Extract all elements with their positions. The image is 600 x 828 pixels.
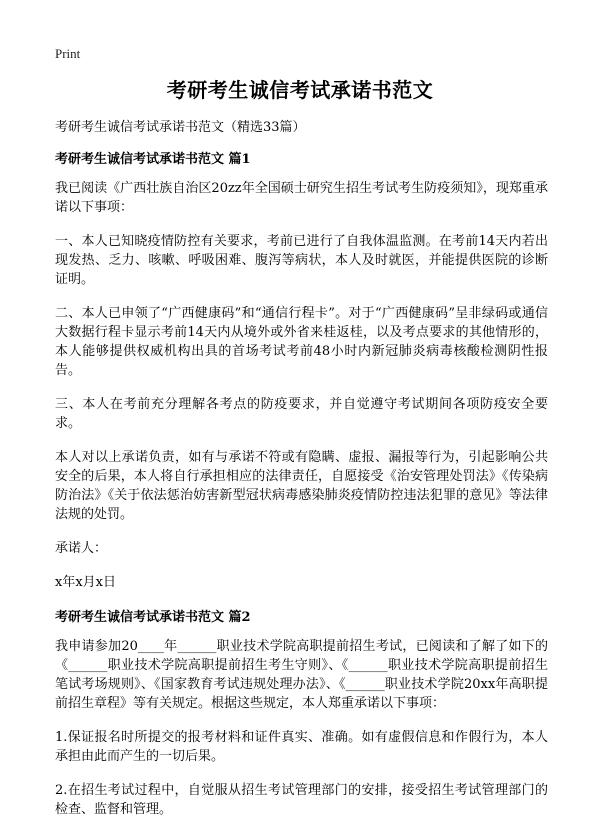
document-body	[55, 118, 548, 828]
document-title: 考研考生诚信考试承诺书范文	[166, 78, 434, 102]
signature-line: 承诺人：	[55, 541, 108, 556]
section-heading-1: 考研考生诚信考试承诺书范文 篇1	[55, 152, 251, 167]
paragraph: 2.在招生考试过程中，自觉服从招生考试管理部门的安排，接受招生考试管理部门的检查、监督和管理。	[55, 783, 548, 817]
paragraph: 本人对以上承诺负责，如有与承诺不符或有隐瞒、虚报、漏报等行为，引起影响公共安全的后果，本人将自行承担相应的法律责任，自愿接受《治安管理处罚法》《传染病防治法》《关于依法惩治妨害新型冠状病毒感染肺炎疫情防控违法犯罪的意见》等法律法规的处罚。	[55, 450, 548, 522]
paragraph: 1.保证报名时所提交的报考材料和证件真实、准确。如有虚假信息和作假行为，本人承担由此而产生的一切后果。	[55, 730, 548, 764]
date-line: x年x月x日	[55, 575, 116, 590]
print-link[interactable]: Print	[55, 46, 81, 61]
document-subtitle: 考研考生诚信考试承诺书范文（精选33篇）	[55, 120, 306, 135]
paragraph: 我申请参加20____年______职业技术学院高职提前招生考试，已阅读和了解了如下的《______职业技术学院高职提前招生考生守则》、《______职业技术学院高职提前招生笔试考场规则》、《国家教育考试违规处理办法》、《______职业技术学院20xx年高职提前招生章程》等有关规定。根据这些规定，本人郑重承诺以下事项：	[55, 639, 548, 711]
paragraph: 二、本人已申领了“广西健康码”和“通信行程卡”。对于“广西健康码”呈非绿码或通信大数据行程卡显示考前14天内从境外或外省来桂返桂，以及考点要求的其他情形的，本人能够提供权威机构出具的首场考试考前48小时内新冠肺炎病毒核酸检测阴性报告。	[55, 306, 548, 378]
paragraph: 三、本人在考前充分理解各考点的防疫要求，并自觉遵守考试期间各项防疫安全要求。	[55, 397, 548, 431]
paragraph: 一、本人已知晓疫情防控有关要求，考前已进行了自我体温监测。在考前14天内若出现发热、乏力、咳嗽、呼吸困难、腹泻等病状，本人及时就医，并能提供医院的诊断证明。	[55, 234, 548, 287]
paragraph: 我已阅读《广西壮族自治区20zz年全国硕士研究生招生考试考生防疫须知》，现郑重承诺以下事项：	[55, 181, 548, 215]
section-heading-2: 考研考生诚信考试承诺书范文 篇2	[55, 610, 251, 625]
